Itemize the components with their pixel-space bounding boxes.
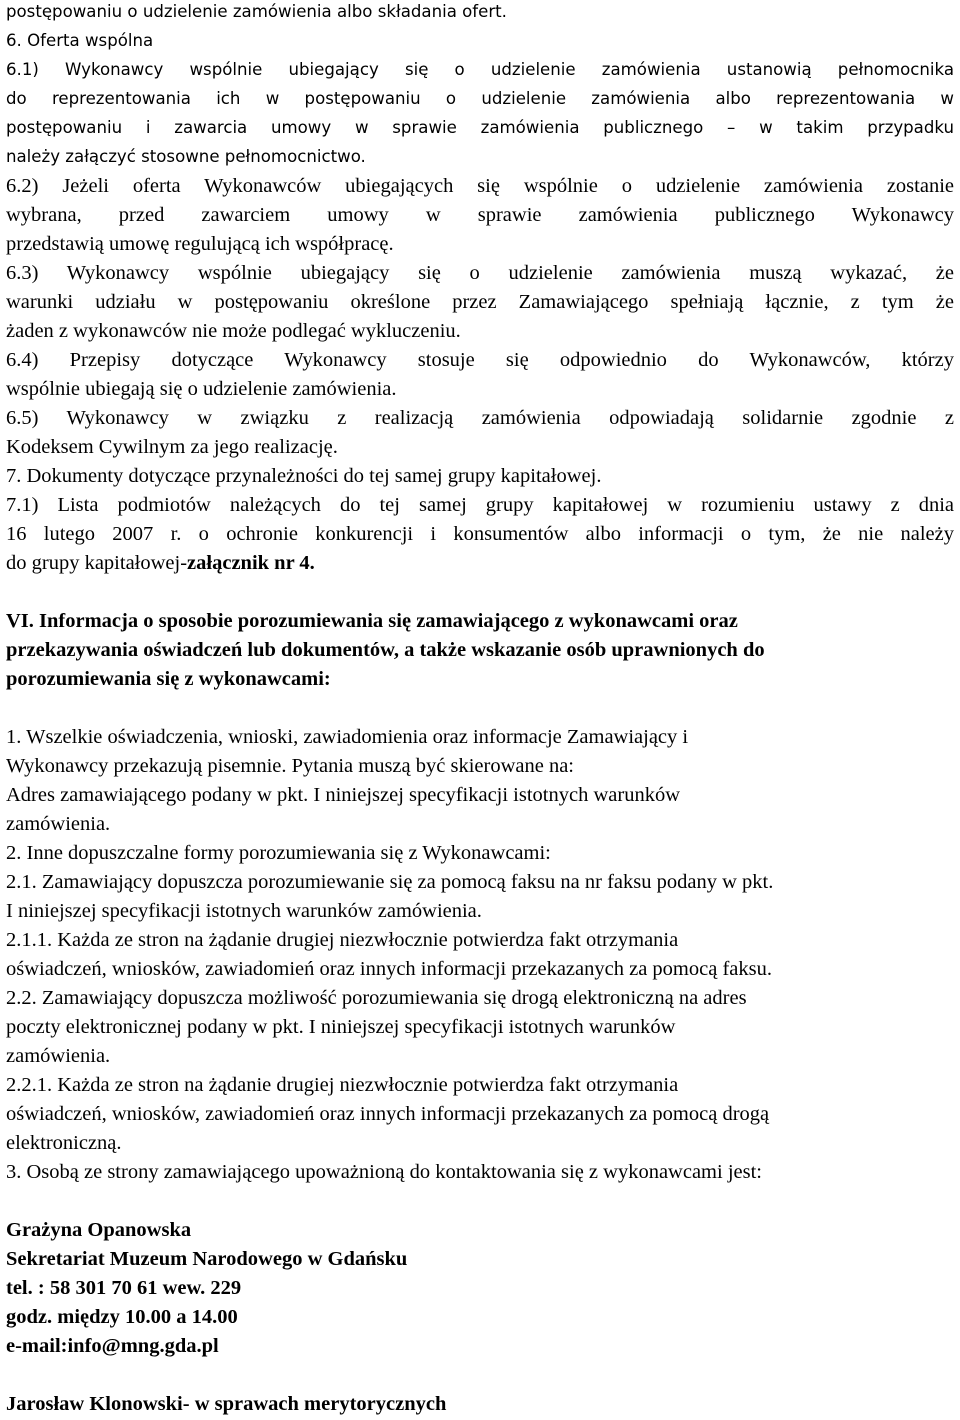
text-line: oświadczeń, wniosków, zawiadomień oraz innych informacji przekazanych za pomocą faksu. <box>6 958 772 980</box>
text-line: 1. Wszelkie oświadczenia, wnioski, zawiadomienia oraz informacje Zamawiający i <box>6 726 689 748</box>
text-line: 2.1. Zamawiający dopuszcza porozumiewanie się za pomocą faksu na nr faksu podany w pkt. <box>6 871 774 893</box>
chapter-heading: porozumiewania się z wykonawcami: <box>6 668 331 690</box>
text-fragment: do grupy kapitałowej- <box>6 552 188 574</box>
section-heading: 7. Dokumenty dotyczące przynależności do tej samej grupy kapitałowej. <box>6 465 602 487</box>
chapter-heading: przekazywania oświadczeń lub dokumentów, a także wskazanie osób uprawnionych do <box>6 639 765 661</box>
contact-name: Grażyna Opanowska <box>6 1219 192 1241</box>
text-line: elektroniczną. <box>6 1132 122 1154</box>
text-line: należy załączyć stosowne pełnomocnictwo. <box>6 147 366 166</box>
contact-name-substantive: Jarosław Klonowski- w sprawach merytorycznych <box>6 1393 447 1415</box>
text-line: oświadczeń, wniosków, zawiadomień oraz innych informacji przekazanych za pomocą drogą <box>6 1103 770 1125</box>
contact-office: Sekretariat Muzeum Narodowego w Gdańsku <box>6 1248 408 1270</box>
chapter-heading: VI. Informacja o sposobie porozumiewania się zamawiającego z wykonawcami oraz <box>6 610 738 632</box>
text-line: zamówienia. <box>6 813 111 835</box>
text-line: 2.2. Zamawiający dopuszcza możliwość porozumiewania się drogą elektroniczną na adres <box>6 987 747 1009</box>
text-line: wspólnie ubiegają się o udzielenie zamówienia. <box>6 378 397 400</box>
text-line: 2.2.1. Każda ze stron na żądanie drugiej niezwłocznie potwierdza fakt otrzymania <box>6 1074 679 1096</box>
text-line: poczty elektronicznej podany w pkt. I niniejszej specyfikacji istotnych warunków <box>6 1016 676 1038</box>
text-line: warunki udziału w postępowaniu określone przez Zamawiającego spełniają łącznie, z tym że <box>6 291 954 313</box>
text-line: wybrana, przed zawarciem umowy w sprawie zamówienia publicznego Wykonawcy <box>6 204 954 226</box>
text-line: Adres zamawiającego podany w pkt. I niniejszej specyfikacji istotnych warunków <box>6 784 681 806</box>
section-heading: 6. Oferta wspólna <box>6 31 154 50</box>
text-line: 2.1.1. Każda ze stron na żądanie drugiej niezwłocznie potwierdza fakt otrzymania <box>6 929 679 951</box>
text-line: zamówienia. <box>6 1045 111 1067</box>
text-line: postępowaniu o udzielenie zamówienia albo składania ofert. <box>6 2 507 21</box>
text-line: 7.1) Lista podmiotów należących do tej samej grupy kapitałowej w rozumieniu ustawy z dnia <box>6 494 954 516</box>
text-line <box>6 553 315 574</box>
text-line: 6.3) Wykonawcy wspólnie ubiegający się o udzielenie zamówienia muszą wykazać, że <box>6 262 954 284</box>
text-line: 6.2) Jeżeli oferta Wykonawców ubiegających się wspólnie o udzielenie zamówienia zostanie <box>6 175 954 197</box>
text-line: Kodeksem Cywilnym za jego realizację. <box>6 436 338 458</box>
text-line: przedstawią umowę regulującą ich współpracę. <box>6 233 394 255</box>
text-line: 6.5) Wykonawcy w związku z realizacją zamówienia odpowiadają solidarnie zgodnie z <box>6 407 954 429</box>
text-line: I niniejszej specyfikacji istotnych warunków zamówienia. <box>6 900 482 922</box>
text-line: Wykonawcy przekazują pisemnie. Pytania muszą być skierowane na: <box>6 755 575 777</box>
text-line: 2. Inne dopuszczalne formy porozumiewania się z Wykonawcami: <box>6 842 551 864</box>
contact-phone: tel. : 58 301 70 61 wew. 229 <box>6 1277 242 1299</box>
text-line: 6.4) Przepisy dotyczące Wykonawcy stosuje się odpowiednio do Wykonawców, którzy <box>6 349 954 371</box>
text-line: do reprezentowania ich w postępowaniu o udzielenie zamówienia albo reprezentowania w <box>6 89 954 108</box>
text-line: 3. Osobą ze strony zamawiającego upoważnioną do kontaktowania się z wykonawcami jest: <box>6 1161 762 1183</box>
text-line: żaden z wykonawców nie może podlegać wykluczeniu. <box>6 320 461 342</box>
attachment-reference: załącznik nr 4. <box>187 552 315 574</box>
text-line: 16 lutego 2007 r. o ochronie konkurencji i konsumentów albo informacji o tym, że nie należy <box>6 523 954 545</box>
text-line: 6.1) Wykonawcy wspólnie ubiegający się o udzielenie zamówienia ustanowią pełnomocnika <box>6 60 954 79</box>
text-line: postępowaniu i zawarcia umowy w sprawie zamówienia publicznego – w takim przypadku <box>6 118 954 137</box>
contact-email: e-mail:info@mng.gda.pl <box>6 1335 219 1357</box>
contact-hours: godz. między 10.00 a 14.00 <box>6 1306 238 1328</box>
